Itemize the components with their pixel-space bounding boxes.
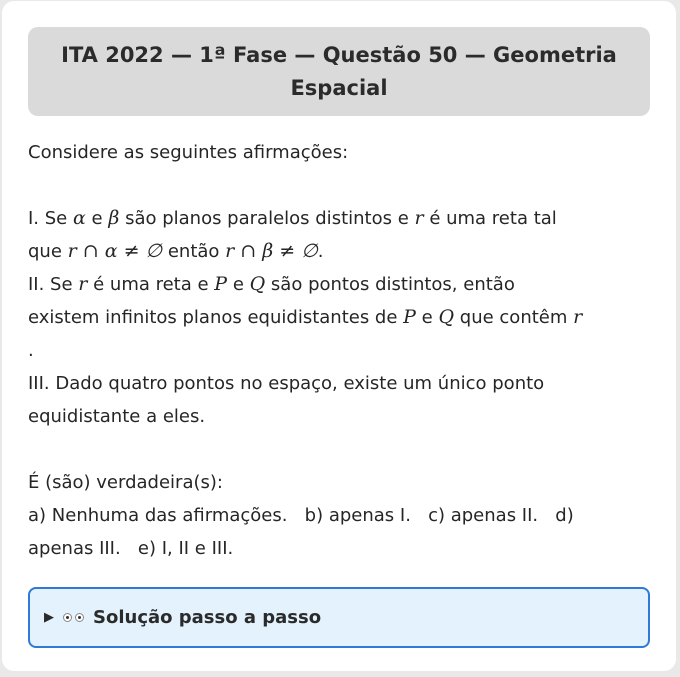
- statement-2-line-2: [28, 301, 650, 334]
- options-line-1: a) Nenhuma das afirmações. b) apenas I. c) apenas II. d): [28, 505, 574, 526]
- text-segment: II. Se: [28, 274, 79, 295]
- text-segment: então: [162, 241, 226, 262]
- page-title: ITA 2022 — 1ª Fase — Questão 50 — Geometria Espacial: [61, 42, 617, 100]
- text-segment: e: [227, 274, 250, 295]
- statement-3-line-1: III. Dado quatro pontos no espaço, existe um único ponto: [28, 373, 545, 394]
- statement-3-line-2: equidistante a eles.: [28, 406, 206, 427]
- title-banner: [28, 27, 650, 116]
- text-segment: .: [317, 241, 324, 262]
- eyes-icon: [63, 613, 84, 622]
- statement-1-line-2: [28, 235, 650, 268]
- text-segment: é uma reta e: [87, 274, 215, 295]
- text-segment: são planos paralelos distintos e: [119, 208, 415, 229]
- statement-2-line-1: [28, 268, 650, 301]
- math-p: P: [214, 273, 228, 295]
- math-q: Q: [249, 273, 266, 295]
- statement-1-line-1: [28, 202, 650, 235]
- math-alpha: α: [72, 207, 86, 229]
- math-expression: r ∩ β ≠ ∅: [225, 240, 318, 262]
- math-r: r: [78, 273, 88, 295]
- statement-2-line-3: .: [28, 340, 34, 361]
- text-segment: e: [85, 208, 109, 229]
- text-segment: e: [415, 307, 439, 328]
- math-beta: β: [108, 207, 120, 229]
- text-segment: existem infinitos planos equidistantes de: [28, 307, 404, 328]
- math-expression: r ∩ α ≠ ∅: [67, 240, 163, 262]
- text-segment: são pontos distintos, então: [265, 274, 515, 295]
- text-segment: I. Se: [28, 208, 73, 229]
- solution-label: Solução passo a passo: [93, 607, 322, 628]
- intro-text: Considere as seguintes afirmações:: [28, 142, 349, 163]
- text-segment: que contêm: [454, 307, 574, 328]
- question-card: [2, 1, 676, 671]
- math-r: r: [414, 207, 424, 229]
- math-p: P: [403, 306, 416, 328]
- solution-toggle[interactable]: [28, 587, 650, 648]
- text-segment: é uma reta tal: [423, 208, 557, 229]
- disclosure-triangle-icon: ▶: [44, 610, 54, 625]
- math-r: r: [573, 306, 583, 328]
- question-prompt: É (são) verdadeira(s):: [28, 472, 223, 493]
- text-segment: que: [28, 241, 68, 262]
- question-body: [28, 136, 650, 565]
- options-line-2: apenas III. e) I, II e III.: [28, 538, 234, 559]
- math-q: Q: [438, 306, 455, 328]
